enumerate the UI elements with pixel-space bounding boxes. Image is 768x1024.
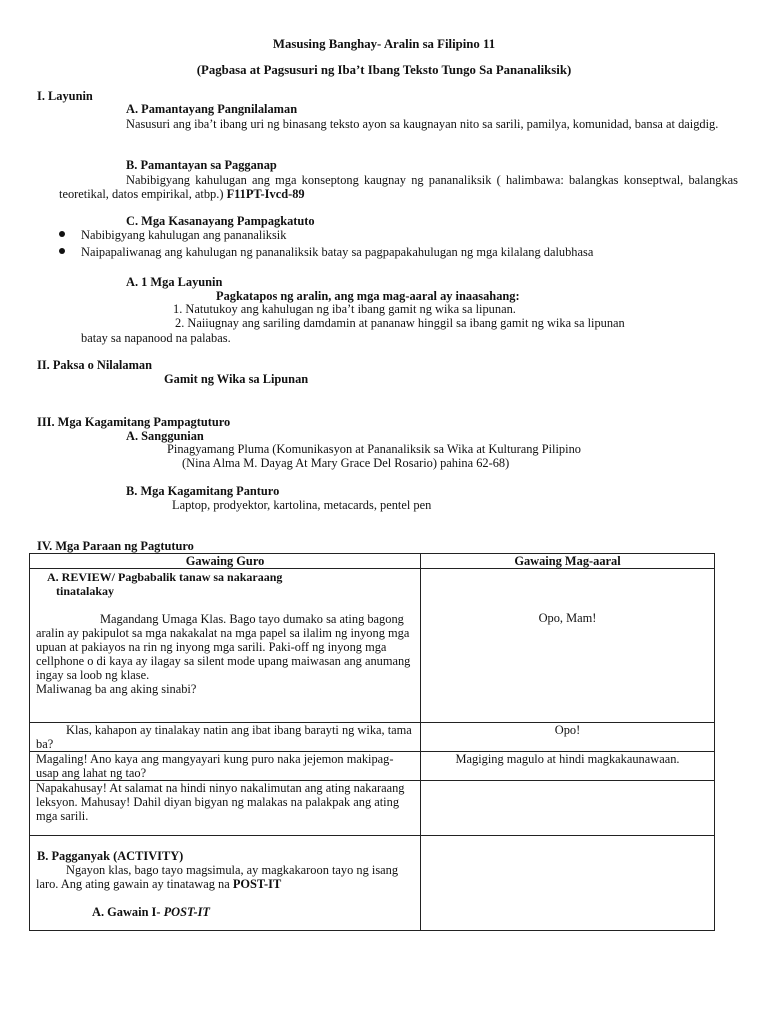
bullet-item-1: Nabibigyang kahulugan ang pananaliksik (81, 228, 287, 242)
materials-line: Laptop, prodyektor, kartolina, metacards, pentel pen (172, 498, 432, 512)
section-1b-body (59, 173, 738, 201)
student-cell (421, 781, 715, 836)
student-cell (421, 752, 715, 781)
table-row (30, 836, 715, 931)
lesson-procedure-table (29, 553, 715, 931)
student-cell (421, 836, 715, 931)
student-response-1: Opo, Mam! (538, 611, 597, 625)
section-4-heading: IV. Mga Paraan ng Pagtuturo (37, 539, 194, 553)
table-row (30, 723, 715, 752)
objective-1: 1. Natutukoy ang kahulugan ng iba’t ibang gamit ng wika sa lipunan. (173, 302, 516, 316)
column-header-student: Gawaing Mag-aaral (421, 554, 715, 569)
objective-2-cont: batay sa napanood na palabas. (81, 331, 231, 345)
review-title: A. REVIEW/ Pagbabalik tanaw sa nakaraang (47, 570, 283, 584)
teacher-line-2: Klas, kahapon ay tinalakay natin ang ibat ibang barayti ng wika, tama ba? (36, 723, 412, 751)
review-title-cont: tinatalakay (56, 584, 115, 598)
student-cell (421, 723, 715, 752)
teacher-cell (30, 752, 421, 781)
section-3a-title: A. Sanggunian (126, 429, 204, 443)
section-2-heading: II. Paksa o Nilalaman (37, 358, 152, 372)
section-1-heading: I. Layunin (37, 89, 93, 103)
student-response-3: Magiging magulo at hindi magkakaunawaan. (455, 752, 680, 766)
bullet-icon (59, 248, 65, 254)
table-row (30, 752, 715, 781)
document-title: Masusing Banghay- Aralin sa Filipino 11 (272, 37, 496, 51)
section-a1-title: A. 1 Mga Layunin (126, 275, 223, 289)
student-response-2: Opo! (554, 723, 581, 737)
reference-line-2: (Nina Alma M. Dayag At Mary Grace Del Rosario) pahina 62-68) (182, 456, 510, 470)
gawain-line (36, 905, 414, 919)
gawain-name: POST-IT (163, 905, 210, 919)
section-1b-text: Nabibigyang kahulugan ang mga konseptong kaugnay ng pananaliksik ( halimbawa: balangkas konseptwal, balangkas teoretikal, datos empirikal, atbp.) (59, 173, 738, 201)
student-cell (421, 569, 715, 723)
gawain-label: A. Gawain I- (92, 905, 161, 919)
teacher-cell (30, 569, 421, 723)
teacher-greeting: Magandang Umaga Klas. Bago tayo dumako sa ating bagong aralin ay pakipulot sa mga nakakalat na mga papel sa ilalim ng inyong mga upuan at pakiayos na rin ng inyong mga sarili. Paki-off ng inyong mga cellphone o di kaya ay ilagay sa silent mode upang maiwasan ang anumang ingay sa loob ng klase. (36, 612, 411, 682)
column-header-teacher: Gawaing Guro (30, 554, 421, 569)
table-row (30, 781, 715, 836)
activity-name: POST-IT (232, 877, 282, 891)
activity-title: B. Pagganyak (ACTIVITY) (37, 849, 184, 863)
bullet-icon (59, 231, 65, 237)
section-3b-title: B. Mga Kagamitang Panturo (126, 484, 280, 498)
bullet-item-2: Naipapaliwanag ang kahulugan ng pananaliksik batay sa pagpapakahulugan ng mga kilalang dalubhasa (81, 245, 594, 259)
teacher-cell (30, 723, 421, 752)
section-1b-title: B. Pamantayan sa Pagganap (126, 158, 277, 172)
activity-text (36, 863, 414, 891)
document-subtitle: (Pagbasa at Pagsusuri ng Iba’t Ibang Teksto Tungo Sa Pananaliksik) (196, 63, 572, 77)
section-2-topic: Gamit ng Wika sa Lipunan (164, 372, 309, 386)
competency-code: F11PT-Ivcd-89 (226, 187, 305, 201)
section-a1-intro: Pagkatapos ng aralin, ang mga mag-aaral ay inaasahang: (216, 289, 520, 303)
activity-description: Ngayon klas, bago tayo magsimula, ay magkakaroon tayo ng isang laro. Ang ating gawain ay tinatawag na (36, 863, 399, 891)
reference-line-1: Pinagyamang Pluma (Komunikasyon at Pananaliksik sa Wika at Kulturang Pilipino (167, 442, 581, 456)
section-1a-title: A. Pamantayang Pangnilalaman (126, 102, 298, 116)
table-header-row (30, 554, 715, 569)
teacher-line-4: Napakahusay! At salamat na hindi ninyo nakalimutan ang ating nakaraang leksyon. Mahusay! Dahil diyan bigyan ng malakas na palakpak ang ating mga sarili. (36, 781, 405, 823)
section-3-heading: III. Mga Kagamitang Pampagtuturo (37, 415, 231, 429)
objective-2: 2. Naiiugnay ang sariling damdamin at pananaw hinggil sa ibang gamit ng wika sa lipunan (175, 316, 625, 330)
teacher-line-3: Magaling! Ano kaya ang mangyayari kung puro naka jejemon makipag-usap ang lahat ng tao? (36, 752, 394, 780)
teacher-question: Maliwanag ba ang aking sinabi? (36, 682, 197, 696)
teacher-cell (30, 781, 421, 836)
section-1a-body: Nasusuri ang iba’t ibang uri ng binasang teksto ayon sa kaugnayan nito sa sarili, pamilya, komunidad, bansa at daigdig. (126, 117, 719, 131)
section-1c-title: C. Mga Kasanayang Pampagkatuto (126, 214, 315, 228)
teacher-cell (30, 836, 421, 931)
table-row (30, 569, 715, 723)
